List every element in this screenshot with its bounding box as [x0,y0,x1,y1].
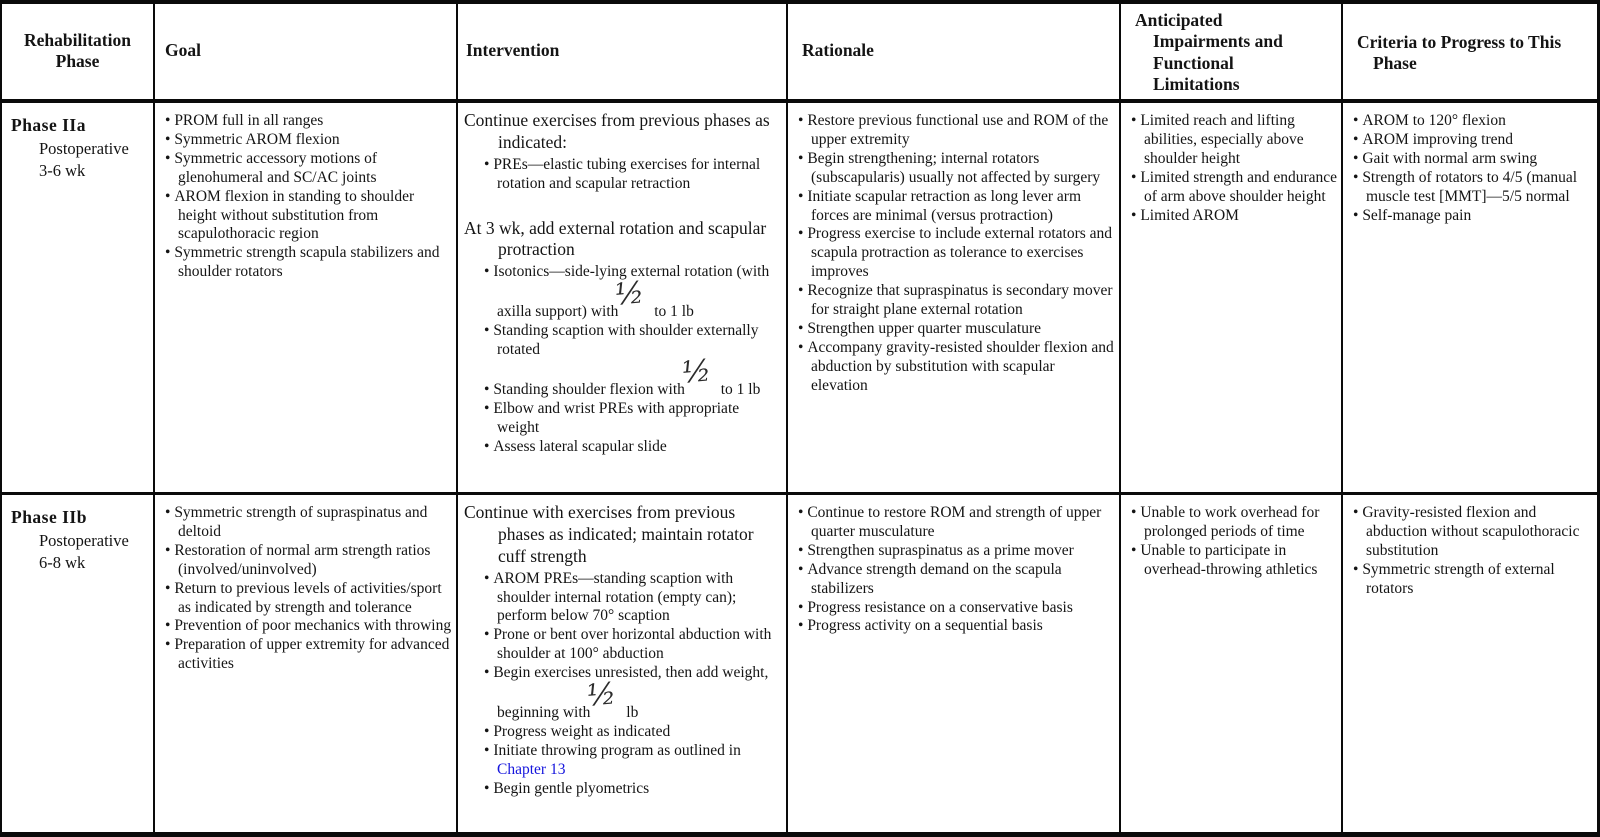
header-line: Limitations [1153,74,1240,95]
rationale-item: • Accompany gravity-resisted shoulder flexion and abduction by substitution with scapular elevation [798,339,1115,396]
rationale-list [788,495,1119,636]
half-pound-fraction-glyph: ½ [613,275,646,313]
rationale-item: • Progress activity on a sequential basis [798,617,1115,636]
header-line: Phase [1373,53,1417,74]
chapter-13-link[interactable]: Chapter 13 [497,760,566,778]
phase-subtitle: Postoperative [39,531,129,550]
cell-intervention [458,495,788,832]
criteria-list [1343,495,1597,599]
rationale-item: • Strengthen upper quarter musculature [798,320,1115,339]
intervention-item: • Elbow and wrist PREs with appropriate weight [484,400,783,438]
goal-item: • Preparation of upper extremity for advanced activities [165,636,452,674]
impairment-item: • Limited AROM [1131,207,1337,226]
column-header-phase [2,4,155,103]
goal-item: • Prevention of poor mechanics with throwing [165,617,452,636]
impairment-item: • Unable to participate in overhead-throwing athletics [1131,542,1337,580]
intervention-item: • Standing shoulder flexion with ½ to 1 lb [484,360,783,400]
impairment-item: • Limited reach and lifting abilities, especially above shoulder height [1131,112,1337,169]
intervention-list [464,154,783,194]
goal-list [155,495,456,674]
impairment-item: • Limited strength and endurance of arm above shoulder height [1131,169,1337,207]
intervention-item: • Prone or bent over horizontal abduction with shoulder at 100° abduction [484,626,783,664]
intervention-item: • AROM PREs—standing scaption with shoulder internal rotation (empty can); perform below 70° scaption [484,570,783,627]
impairment-list [1121,103,1341,225]
impairment-list [1121,495,1341,580]
cell-rationale [788,103,1121,495]
header-line: Intervention [466,40,560,60]
goal-item: • AROM flexion in standing to shoulder height without substitution from scapulothoracic region [165,188,452,245]
intervention-item: • Progress weight as indicated [484,723,783,742]
cell-rationale [788,495,1121,832]
intervention-list [464,261,783,456]
table-grid [2,4,1597,832]
header-line: Phase [55,51,100,72]
rationale-item: • Advance strength demand on the scapula stabilizers [798,561,1115,599]
criteria-item: • Strength of rotators to 4/5 (manual muscle test [MMT]—5/5 normal [1353,169,1593,207]
rationale-item: • Progress resistance on a conservative basis [798,599,1115,618]
rationale-item: • Restore previous functional use and ROM of the upper extremity [798,112,1115,150]
phase-subtitle: Postoperative [39,139,129,158]
criteria-list [1343,103,1597,225]
goal-item: • Symmetric strength scapula stabilizers and shoulder rotators [165,244,452,282]
cell-criteria [1343,103,1597,495]
criteria-item: • Gait with normal arm swing [1353,150,1593,169]
intervention-item: • Begin exercises unresisted, then add weight, beginning with ½ lb [484,664,783,723]
phase-subtitle: 3-6 wk [39,161,86,181]
rationale-item: • Begin strengthening; internal rotators (subscapularis) usually not affected by surgery [798,150,1115,188]
intervention-item: • Assess lateral scapular slide [484,438,783,457]
header-line: Goal [165,40,201,60]
phase-title: Phase IIb [11,507,87,527]
rationale-list [788,103,1119,396]
goal-item: • PROM full in all ranges [165,112,452,131]
phase-title: Phase IIa [11,115,86,135]
cell-criteria [1343,495,1597,832]
intervention-lead: At 3 wk, add external rotation and scapular protraction [464,217,767,260]
goal-list [155,103,456,282]
half-pound-fraction-glyph: ½ [680,353,713,391]
intervention-item: • Standing scaption with shoulder externally rotated [484,322,783,360]
goal-item: • Return to previous levels of activities/sport as indicated by strength and tolerance [165,580,452,618]
intervention-lead: Continue exercises from previous phases as indicated: [464,110,770,152]
intervention-list [464,568,783,799]
column-header-intervention [458,4,788,103]
cell-intervention [458,103,788,495]
rationale-item: • Strengthen supraspinatus as a prime mover [798,542,1115,561]
header-line: Functional [1153,52,1234,73]
intervention-item: • PREs—elastic tubing exercises for internal rotation and scapular retraction [484,156,783,194]
intervention-item: • Initiate throwing program as outlined in Chapter 13 [484,742,783,780]
criteria-item: • AROM to 120° flexion [1353,112,1593,131]
cell-impairments [1121,495,1343,832]
criteria-item: • Self-manage pain [1353,207,1593,226]
cell-goal [155,103,458,495]
cell-phase [2,103,155,495]
intervention-lead: Continue with exercises from previous phases as indicated; maintain rotator cuff strength [464,502,754,566]
column-header-impairments [1121,4,1343,103]
header-line: Impairments and [1153,31,1283,52]
column-header-goal [155,4,458,103]
intervention-item: • Begin gentle plyometrics [484,780,783,799]
cell-phase [2,495,155,832]
goal-item: • Symmetric accessory motions of glenohumeral and SC/AC joints [165,150,452,188]
intervention-item: • Isotonics—side-lying external rotation (with axilla support) with ½ to 1 lb [484,263,783,322]
rationale-item: • Progress exercise to include external rotators and scapula protraction as tolerance to exercises improves [798,225,1115,282]
cell-impairments [1121,103,1343,495]
rationale-item: • Continue to restore ROM and strength of upper quarter musculature [798,504,1115,542]
goal-item: • Symmetric strength of supraspinatus and deltoid [165,504,452,542]
goal-item: • Symmetric AROM flexion [165,131,452,150]
header-line: Rehabilitation [24,30,131,50]
header-line: Anticipated [1135,10,1223,30]
goal-item: • Restoration of normal arm strength ratios (involved/uninvolved) [165,542,452,580]
cell-goal [155,495,458,832]
column-header-criteria [1343,4,1597,103]
header-line: Rationale [802,40,874,60]
rationale-item: • Recognize that supraspinatus is secondary mover for straight plane external rotation [798,282,1115,320]
criteria-item: • Symmetric strength of external rotators [1353,561,1593,599]
impairment-item: • Unable to work overhead for prolonged periods of time [1131,504,1337,542]
header-line: Criteria to Progress to This [1357,32,1562,52]
criteria-item: • Gravity-resisted flexion and abduction without scapulothoracic substitution [1353,504,1593,561]
half-pound-fraction-glyph: ½ [585,676,618,714]
column-header-rationale [788,4,1121,103]
phase-subtitle: 6-8 wk [39,553,86,573]
criteria-item: • AROM improving trend [1353,131,1593,150]
rationale-item: • Initiate scapular retraction as long lever arm forces are minimal (versus protraction) [798,188,1115,226]
